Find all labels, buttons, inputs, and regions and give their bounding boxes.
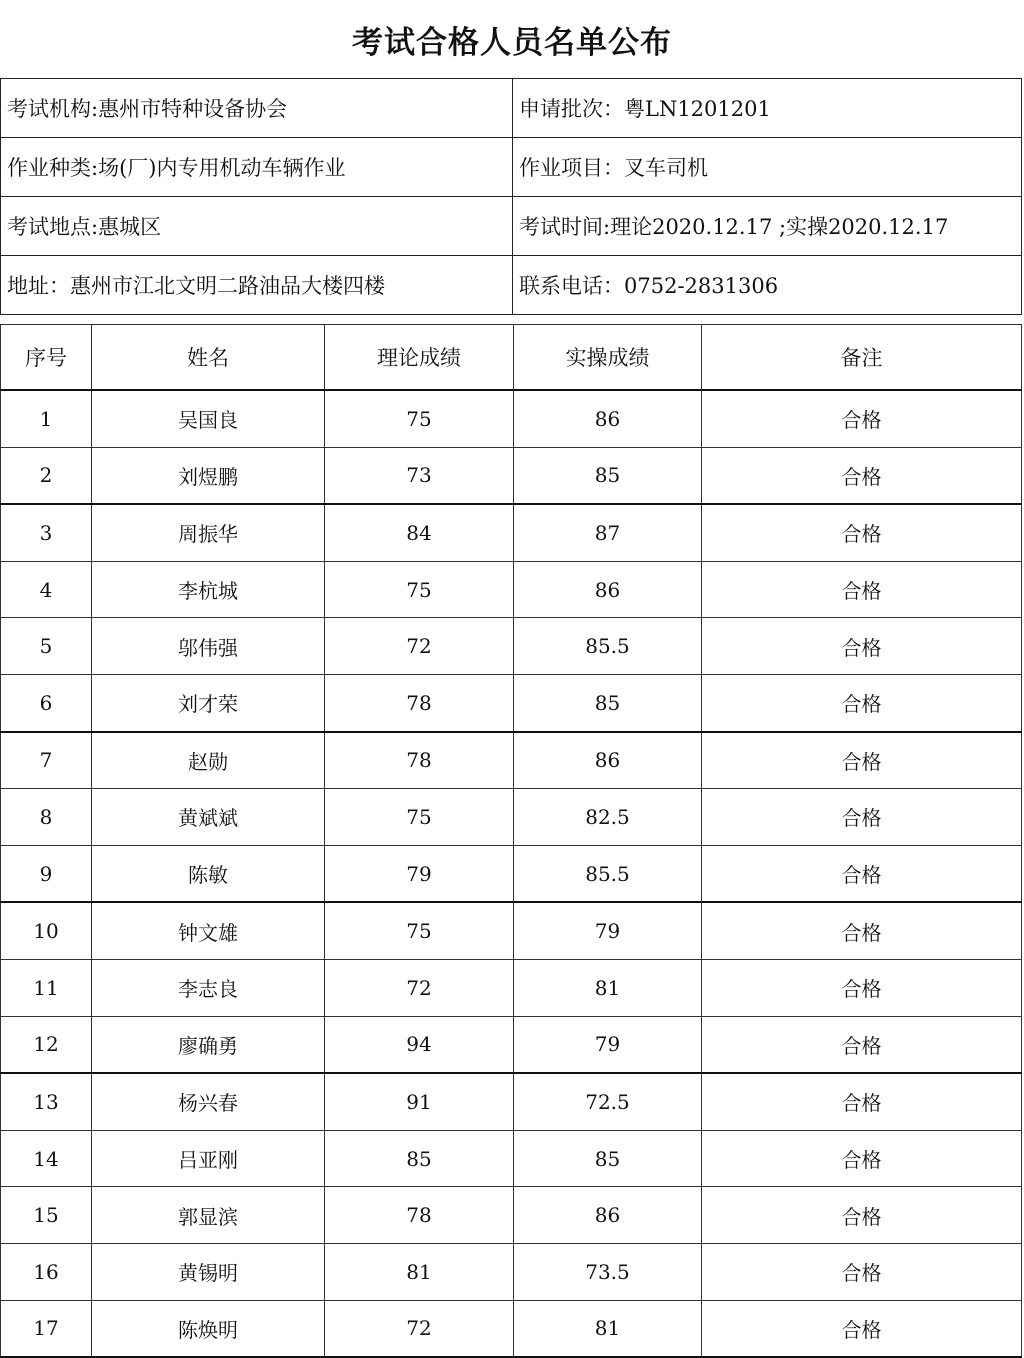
practical-score-cell: 81 bbox=[514, 1300, 702, 1357]
row-index-cell: 4 bbox=[1, 561, 92, 618]
batch-value: 粤LN1201201 bbox=[624, 97, 771, 121]
remark-cell: 合格 bbox=[702, 1130, 1022, 1187]
theory-score-cell: 79 bbox=[325, 845, 514, 902]
theory-score-cell: 81 bbox=[325, 1243, 514, 1300]
row-index-cell: 7 bbox=[1, 732, 92, 789]
remark-cell: 合格 bbox=[702, 1016, 1022, 1073]
work-type-cell bbox=[1, 138, 513, 197]
practical-score-cell: 86 bbox=[514, 1187, 702, 1244]
table-row bbox=[1, 959, 1022, 1016]
remark-cell: 合格 bbox=[702, 789, 1022, 846]
name-cell: 黄斌斌 bbox=[92, 789, 325, 846]
exam-place-label: 考试地点: bbox=[7, 215, 99, 239]
remark-cell: 合格 bbox=[702, 1073, 1022, 1130]
column-header-practical-score: 实操成绩 bbox=[514, 325, 702, 391]
name-cell: 李志良 bbox=[92, 959, 325, 1016]
name-cell: 郭显滨 bbox=[92, 1187, 325, 1244]
table-row bbox=[1, 1016, 1022, 1073]
address-cell bbox=[1, 256, 513, 315]
name-cell: 钟文雄 bbox=[92, 902, 325, 959]
column-header-name: 姓名 bbox=[92, 325, 325, 391]
address-label: 地址： bbox=[7, 274, 70, 298]
row-index-cell: 6 bbox=[1, 674, 92, 731]
name-cell: 廖确勇 bbox=[92, 1016, 325, 1073]
remark-cell: 合格 bbox=[702, 618, 1022, 675]
name-cell: 杨兴春 bbox=[92, 1073, 325, 1130]
theory-score-cell: 75 bbox=[325, 789, 514, 846]
row-index-cell: 11 bbox=[1, 959, 92, 1016]
row-index-cell: 2 bbox=[1, 447, 92, 504]
work-type-value: 场(厂)内专用机动车辆作业 bbox=[98, 156, 346, 180]
remark-cell: 合格 bbox=[702, 1300, 1022, 1357]
theory-score-cell: 85 bbox=[325, 1130, 514, 1187]
practical-score-cell: 79 bbox=[514, 1016, 702, 1073]
theory-score-cell: 94 bbox=[325, 1016, 514, 1073]
row-index-cell: 13 bbox=[1, 1073, 92, 1130]
table-row bbox=[1, 1300, 1022, 1357]
name-cell: 刘才荣 bbox=[92, 674, 325, 731]
name-cell: 刘煜鹏 bbox=[92, 447, 325, 504]
remark-cell: 合格 bbox=[702, 390, 1022, 447]
table-row bbox=[1, 1243, 1022, 1300]
exam-place-value: 惠城区 bbox=[98, 215, 162, 239]
table-row bbox=[1, 561, 1022, 618]
theory-score-cell: 75 bbox=[325, 561, 514, 618]
remark-cell: 合格 bbox=[702, 1243, 1022, 1300]
practical-score-cell: 73.5 bbox=[514, 1243, 702, 1300]
name-cell: 赵勋 bbox=[92, 732, 325, 789]
theory-score-cell: 72 bbox=[325, 618, 514, 675]
work-item-label: 作业项目： bbox=[519, 156, 624, 180]
table-row bbox=[1, 618, 1022, 675]
table-row bbox=[1, 732, 1022, 789]
table-header-row bbox=[1, 325, 1022, 391]
table-row bbox=[1, 447, 1022, 504]
remark-cell: 合格 bbox=[702, 447, 1022, 504]
exam-place-cell bbox=[1, 197, 513, 256]
row-index-cell: 8 bbox=[1, 789, 92, 846]
work-item-value: 叉车司机 bbox=[624, 156, 708, 180]
row-index-cell: 1 bbox=[1, 390, 92, 447]
name-cell: 李杭城 bbox=[92, 561, 325, 618]
table-row bbox=[1, 789, 1022, 846]
phone-cell bbox=[513, 256, 1022, 315]
column-header-theory-score: 理论成绩 bbox=[325, 325, 514, 391]
practical-score-cell: 85 bbox=[514, 674, 702, 731]
practical-score-cell: 79 bbox=[514, 902, 702, 959]
phone-label: 联系电话： bbox=[519, 274, 624, 298]
results-table bbox=[0, 324, 1022, 1358]
practical-score-cell: 85.5 bbox=[514, 618, 702, 675]
row-index-cell: 3 bbox=[1, 504, 92, 561]
practical-score-cell: 85 bbox=[514, 1130, 702, 1187]
row-index-cell: 17 bbox=[1, 1300, 92, 1357]
column-header-remark: 备注 bbox=[702, 325, 1022, 391]
practical-score-cell: 86 bbox=[514, 732, 702, 789]
practical-score-cell: 86 bbox=[514, 561, 702, 618]
exam-org-value: 惠州市特种设备协会 bbox=[98, 97, 288, 121]
table-row bbox=[1, 504, 1022, 561]
work-item-cell bbox=[513, 138, 1022, 197]
info-row-org-batch bbox=[1, 79, 1022, 138]
work-type-label: 作业种类: bbox=[7, 156, 99, 180]
remark-cell: 合格 bbox=[702, 504, 1022, 561]
remark-cell: 合格 bbox=[702, 959, 1022, 1016]
row-index-cell: 16 bbox=[1, 1243, 92, 1300]
theory-score-cell: 78 bbox=[325, 1187, 514, 1244]
name-cell: 邬伟强 bbox=[92, 618, 325, 675]
row-index-cell: 10 bbox=[1, 902, 92, 959]
theory-score-cell: 72 bbox=[325, 1300, 514, 1357]
practical-score-cell: 86 bbox=[514, 390, 702, 447]
name-cell: 吕亚刚 bbox=[92, 1130, 325, 1187]
theory-score-cell: 91 bbox=[325, 1073, 514, 1130]
practical-score-cell: 85 bbox=[514, 447, 702, 504]
address-value: 惠州市江北文明二路油品大楼四楼 bbox=[70, 274, 385, 298]
table-row bbox=[1, 1073, 1022, 1130]
remark-cell: 合格 bbox=[702, 1187, 1022, 1244]
exam-org-label: 考试机构: bbox=[7, 97, 99, 121]
theory-score-cell: 72 bbox=[325, 959, 514, 1016]
batch-label: 申请批次： bbox=[519, 97, 624, 121]
name-cell: 陈焕明 bbox=[92, 1300, 325, 1357]
phone-value: 0752-2831306 bbox=[624, 274, 779, 298]
exam-info-table bbox=[0, 78, 1022, 315]
table-row bbox=[1, 390, 1022, 447]
page-title: 考试合格人员名单公布 bbox=[352, 24, 672, 61]
theory-score-cell: 78 bbox=[325, 674, 514, 731]
info-row-type-item bbox=[1, 138, 1022, 197]
batch-cell bbox=[513, 79, 1022, 138]
table-row bbox=[1, 845, 1022, 902]
theory-score-cell: 84 bbox=[325, 504, 514, 561]
name-cell: 吴国良 bbox=[92, 390, 325, 447]
theory-score-cell: 75 bbox=[325, 390, 514, 447]
theory-score-cell: 75 bbox=[325, 902, 514, 959]
practical-score-cell: 85.5 bbox=[514, 845, 702, 902]
name-cell: 陈敏 bbox=[92, 845, 325, 902]
table-row bbox=[1, 674, 1022, 731]
remark-cell: 合格 bbox=[702, 732, 1022, 789]
remark-cell: 合格 bbox=[702, 561, 1022, 618]
practical-score-cell: 72.5 bbox=[514, 1073, 702, 1130]
practical-score-cell: 81 bbox=[514, 959, 702, 1016]
remark-cell: 合格 bbox=[702, 845, 1022, 902]
info-row-address-phone bbox=[1, 256, 1022, 315]
exam-org-cell bbox=[1, 79, 513, 138]
row-index-cell: 12 bbox=[1, 1016, 92, 1073]
row-index-cell: 15 bbox=[1, 1187, 92, 1244]
row-index-cell: 9 bbox=[1, 845, 92, 902]
practical-score-cell: 87 bbox=[514, 504, 702, 561]
remark-cell: 合格 bbox=[702, 674, 1022, 731]
table-row bbox=[1, 1130, 1022, 1187]
name-cell: 周振华 bbox=[92, 504, 325, 561]
table-row bbox=[1, 1187, 1022, 1244]
row-index-cell: 14 bbox=[1, 1130, 92, 1187]
remark-cell: 合格 bbox=[702, 902, 1022, 959]
theory-score-cell: 78 bbox=[325, 732, 514, 789]
table-row bbox=[1, 902, 1022, 959]
exam-time-value: 理论2020.12.17 ;实操2020.12.17 bbox=[610, 215, 949, 239]
column-header-index: 序号 bbox=[1, 325, 92, 391]
row-index-cell: 5 bbox=[1, 618, 92, 675]
practical-score-cell: 82.5 bbox=[514, 789, 702, 846]
exam-time-label: 考试时间: bbox=[519, 215, 611, 239]
info-row-place-time bbox=[1, 197, 1022, 256]
theory-score-cell: 73 bbox=[325, 447, 514, 504]
name-cell: 黄锡明 bbox=[92, 1243, 325, 1300]
exam-time-cell bbox=[513, 197, 1022, 256]
